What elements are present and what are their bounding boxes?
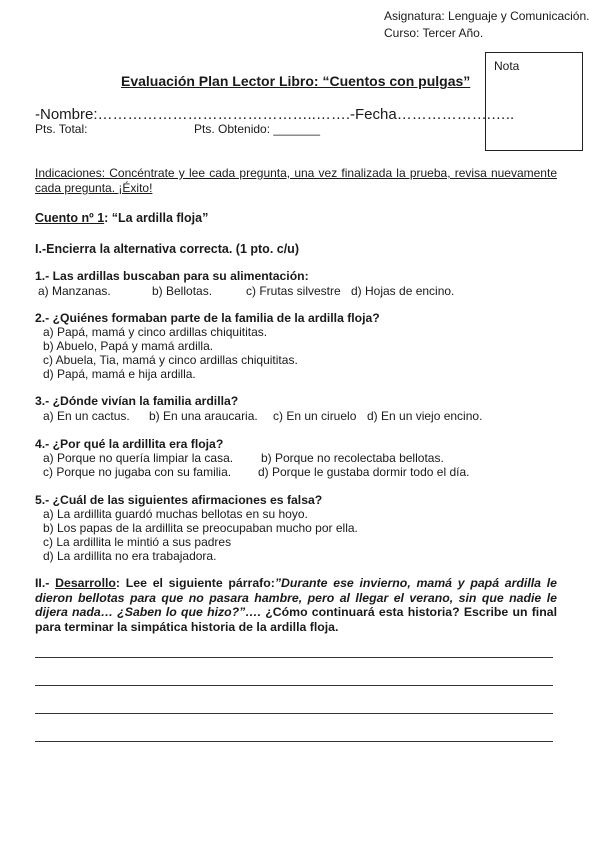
- story-name: : “La ardilla floja”: [104, 211, 209, 225]
- section-2-prompt: [35, 576, 557, 634]
- question-5: 5.- ¿Cuál de las siguientes afirmaciones es falsa?: [35, 493, 323, 507]
- q2-option-d[interactable]: d) Papá, mamá e hija ardilla.: [43, 367, 196, 381]
- q2-option-b[interactable]: b) Abuelo, Papá y mamá ardilla.: [43, 339, 214, 353]
- q4-option-b[interactable]: b) Porque no recolectaba bellotas.: [261, 451, 444, 465]
- q5-option-d[interactable]: d) La ardillita no era trabajadora.: [43, 549, 217, 563]
- section-2-prefix: II.-: [35, 576, 56, 590]
- q1-option-a[interactable]: a) Manzanas.: [38, 284, 111, 298]
- q1-option-b[interactable]: b) Bellotas.: [152, 284, 213, 298]
- q4-option-d[interactable]: d) Porque le gustaba dormir todo el día.: [258, 465, 470, 479]
- q4-option-c[interactable]: c) Porque no jugaba con su familia.: [43, 465, 232, 479]
- answer-line-2[interactable]: [35, 685, 553, 686]
- grade-label: Nota: [494, 59, 520, 73]
- question-2: 2.- ¿Quiénes formaban parte de la familia de la ardilla floja?: [35, 311, 380, 325]
- q1-option-d[interactable]: d) Hojas de encino.: [351, 284, 455, 298]
- q3-option-d[interactable]: d) En un viejo encino.: [367, 409, 483, 423]
- subject-label: Asignatura: Lenguaje y Comunicación.: [384, 9, 590, 23]
- section-2-question: ¿Cómo continuará esta historia? Escribe un final para terminar la simpática historia de la ardilla floja.: [35, 605, 557, 634]
- q5-option-b[interactable]: b) Los papas de la ardillita se preocupaban mucho por ella.: [43, 521, 358, 535]
- q4-option-a[interactable]: a) Porque no quería limpiar la casa.: [43, 451, 234, 465]
- story-title: [35, 211, 208, 225]
- q3-option-c[interactable]: c) En un ciruelo: [273, 409, 357, 423]
- obtained-points-field[interactable]: Pts. Obtenido: _______: [194, 122, 321, 136]
- q2-option-a[interactable]: a) Papá, mamá y cinco ardillas chiquititas.: [43, 325, 268, 339]
- q3-option-b[interactable]: b) En una araucaria.: [149, 409, 258, 423]
- course-label: Curso: Tercer Año.: [384, 26, 484, 40]
- q1-option-c[interactable]: c) Frutas silvestre: [246, 284, 341, 298]
- answer-line-4[interactable]: [35, 741, 553, 742]
- answer-line-3[interactable]: [35, 713, 553, 714]
- answer-line-1[interactable]: [35, 657, 553, 658]
- question-4: 4.- ¿Por qué la ardillita era floja?: [35, 437, 224, 451]
- q5-option-a[interactable]: a) La ardillita guardó muchas bellotas en su hoyo.: [43, 507, 308, 521]
- section-1-title: I.-Encierra la alternativa correcta. (1 pto. c/u): [35, 242, 299, 256]
- section-2-lead: : Lee el siguiente párrafo:: [115, 576, 275, 590]
- question-1: 1.- Las ardillas buscaban para su alimentación:: [35, 269, 309, 283]
- q3-option-a[interactable]: a) En un cactus.: [43, 409, 130, 423]
- section-2-quote: ”Durante ese invierno, mamá y papá ardilla le dieron bellotas para que no pasara hambre, pero al llegar el verano, sin que nadie le dijera nada… ¿Saben lo que hizo?”….: [35, 576, 557, 619]
- q2-option-c[interactable]: c) Abuela, Tia, mamá y cinco ardillas chiquititas.: [43, 353, 298, 367]
- q5-option-c[interactable]: c) La ardillita le mintió a sus padres: [43, 535, 232, 549]
- section-2-label: Desarrollo: [55, 576, 116, 590]
- name-date-field[interactable]: -Nombre:……………………………………..…….-Fecha……………….…..: [35, 106, 515, 123]
- story-label: Cuento nº 1: [35, 211, 105, 225]
- page-title: Evaluación Plan Lector Libro: “Cuentos con pulgas”: [121, 73, 471, 89]
- total-points-label: Pts. Total:: [35, 122, 88, 136]
- question-3: 3.- ¿Dónde vivían la familia ardilla?: [35, 394, 239, 408]
- instructions-text: Indicaciones: Concéntrate y lee cada pregunta, una vez finalizada la prueba, revisa nuevamente cada pregunta. ¡Éxito!: [35, 166, 557, 195]
- grade-box[interactable]: [485, 52, 583, 151]
